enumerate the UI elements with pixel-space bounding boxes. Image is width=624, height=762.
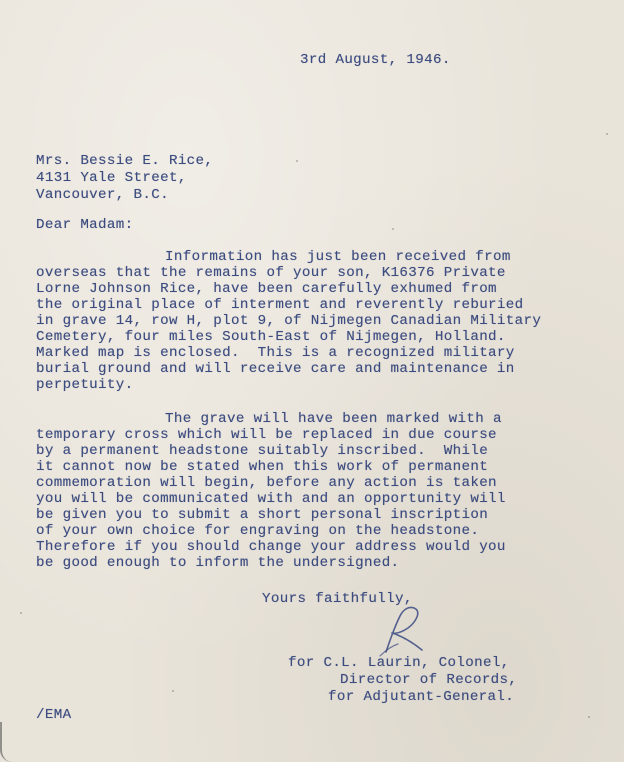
paragraph1-line: Lorne Johnson Rice, have been carefully exhumed from (36, 281, 497, 297)
paper-speck (392, 228, 394, 230)
paragraph2-line: Therefore if you should change your address would you (36, 539, 506, 555)
paragraph2-line: by a permanent headstone suitably inscribed. While (36, 443, 489, 459)
paragraph1-line: Cemetery, four miles South-East of Nijmegen, Holland. (36, 329, 506, 345)
paragraph2-line: commemoration will begin, before any action is taken (36, 475, 497, 491)
paper-speck (172, 690, 174, 692)
paper-corner (0, 722, 12, 762)
signature-line: for C.L. Laurin, Colonel, (288, 655, 510, 671)
paragraph2-line: it cannot now be stated when this work of permanent (36, 459, 489, 475)
paragraph1-line: burial ground and will receive care and maintenance in (36, 361, 515, 377)
paragraph1-line: in grave 14, row H, plot 9, of Nijmegen Canadian Military (36, 313, 542, 329)
recipient-street: 4131 Yale Street, (36, 170, 187, 186)
paragraph1-line: Marked map is enclosed. This is a recognized military (36, 345, 515, 361)
paper-speck (296, 160, 298, 162)
paragraph1-line: overseas that the remains of your son, K16376 Private (36, 265, 506, 281)
paragraph1-line: Information has just been received from (165, 249, 511, 265)
closing: Yours faithfully, (262, 591, 413, 607)
paper-speck (588, 716, 590, 718)
paragraph1-line: the original place of interment and reverently reburied (36, 297, 524, 313)
paper-speck (606, 133, 608, 135)
paragraph2-line: The grave will have been marked with a (165, 411, 502, 427)
signature-title: Director of Records, (340, 672, 518, 688)
paragraph2-line: be given you to submit a short personal inscription (36, 507, 489, 523)
letter-date: 3rd August, 1946. (300, 52, 451, 68)
typist-reference: /EMA (36, 707, 72, 723)
paragraph2-line: temporary cross which will be replaced in due course (36, 427, 497, 443)
signature-authority: for Adjutant-General. (328, 689, 515, 705)
paragraph2-line: you will be communicated with and an opportunity will (36, 491, 506, 507)
paragraph1-line: perpetuity. (36, 377, 134, 393)
salutation: Dear Madam: (36, 217, 134, 233)
paper-speck (20, 612, 22, 614)
recipient-name: Mrs. Bessie E. Rice, (36, 153, 214, 169)
paragraph2-line: of your own choice for engraving on the headstone. (36, 523, 480, 539)
paragraph2-line: be good enough to inform the undersigned. (36, 555, 400, 571)
recipient-city: Vancouver, B.C. (36, 187, 169, 203)
